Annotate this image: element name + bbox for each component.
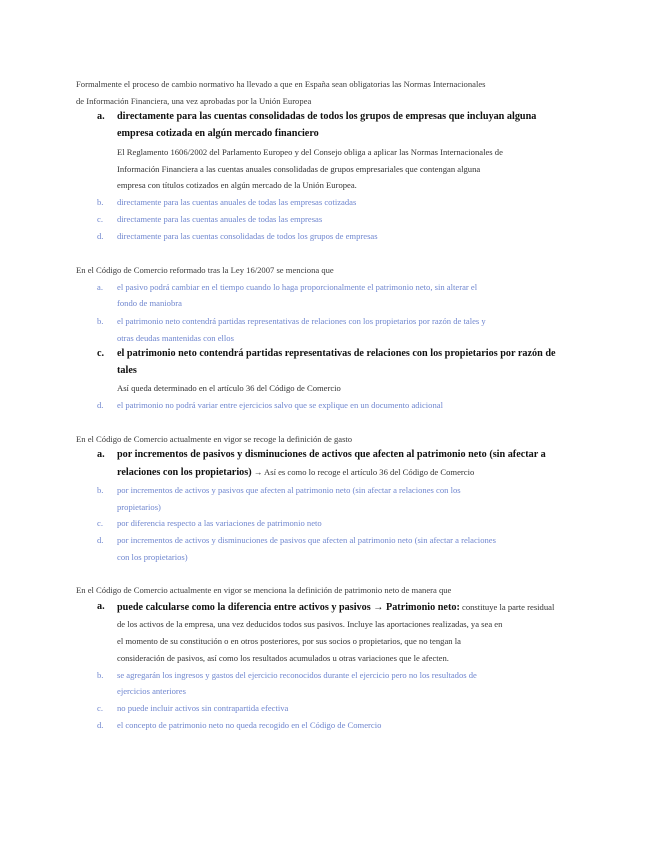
question-4-explanation-line-1: constituye la parte residual	[462, 602, 555, 612]
question-3-option-d-line-1: por incrementos de activos y disminuciones de pasivos que afecten al patrimonio neto (sin afectar a relaciones	[117, 535, 496, 545]
question-3-option-a-line-2-row	[117, 466, 474, 479]
question-2-prompt: En el Código de Comercio reformado tras la Ley 16/2007 se menciona que	[76, 265, 334, 275]
question-2-option-b-line-1: el patrimonio neto contendrá partidas representativas de relaciones con los propietarios por razón de tales y	[117, 316, 486, 326]
question-2-option-a-letter: a.	[97, 282, 103, 292]
question-1-option-a-letter: a.	[97, 111, 105, 122]
question-1-option-b-letter: b.	[97, 197, 104, 207]
question-2-option-c-line-2: tales	[117, 365, 137, 376]
question-4-option-d: el concepto de patrimonio neto no queda recogido en el Código de Comercio	[117, 720, 382, 730]
question-1-option-d: directamente para las cuentas consolidadas de todos los grupos de empresas	[117, 231, 378, 241]
question-2-option-d-letter: d.	[97, 400, 104, 410]
question-3-option-d-line-2: con los propietarios)	[117, 552, 188, 562]
question-1-prompt-line-1: Formalmente el proceso de cambio normativo ha llevado a que en España sean obligatorias las Normas Internacionales	[76, 79, 486, 89]
question-3-option-b-line-2: propietarios)	[117, 502, 161, 512]
question-3-option-b-letter: b.	[97, 485, 104, 495]
question-4-option-a-letter: a.	[97, 601, 105, 612]
question-2-option-c-line-1: el patrimonio neto contendrá partidas representativas de relaciones con los propietarios por razón de	[117, 348, 556, 359]
question-4-explanation-line-4: consideración de pasivos, así como los resultados acumulados u otras variaciones que le afecten.	[117, 653, 449, 663]
question-3-prompt: En el Código de Comercio actualmente en vigor se recoge la definición de gasto	[76, 434, 353, 444]
question-2-option-c-letter: c.	[97, 348, 105, 359]
question-1-option-b: directamente para las cuentas anuales de todas las empresas cotizadas	[117, 197, 357, 207]
question-1-option-d-letter: d.	[97, 231, 104, 241]
question-4-option-d-letter: d.	[97, 720, 104, 730]
question-2-option-a-line-1: el pasivo podrá cambiar en el tiempo cuando lo haga proporcionalmente el patrimonio neto, sin alterar el	[117, 282, 478, 292]
question-3-option-b-line-1: por incrementos de activos y pasivos que afecten al patrimonio neto (sin afectar a relaciones con los	[117, 485, 461, 495]
question-2-option-d: el patrimonio no podrá variar entre ejercicios salvo que se explique en un documento adicional	[117, 400, 443, 410]
question-4-option-c-letter: c.	[97, 703, 103, 713]
question-1-option-a-line-2: empresa cotizada en algún mercado financiero	[117, 128, 319, 139]
question-3-option-c-letter: c.	[97, 518, 103, 528]
question-1-explanation-line-3: empresa con títulos cotizados en algún mercado de la Unión Europea.	[117, 180, 357, 190]
question-1-explanation-line-2: Información Financiera a las cuentas anuales consolidadas de grupos empresariales que contengan alguna	[117, 164, 481, 174]
question-3-option-c: por diferencia respecto a las variaciones de patrimonio neto	[117, 518, 322, 528]
question-1-option-c-letter: c.	[97, 214, 103, 224]
question-3-option-a-line-1: por incrementos de pasivos y disminuciones de activos que afecten al patrimonio neto (sin afectar a	[117, 449, 546, 460]
question-3-option-d-letter: d.	[97, 535, 104, 545]
question-2-option-b-letter: b.	[97, 316, 104, 326]
question-2-option-a-line-2: fondo de maniobra	[117, 298, 182, 308]
question-1-explanation-line-1: El Reglamento 1606/2002 del Parlamento Europeo y del Consejo obliga a aplicar las Normas Internacionales de	[117, 147, 503, 157]
question-2-option-b-line-2: otras deudas mantenidas con ellos	[117, 333, 234, 343]
question-1-option-a-line-1: directamente para las cuentas consolidadas de todos los grupos de empresas que incluyan alguna	[117, 111, 537, 122]
question-3-explanation: → Así es como lo recoge el artículo 36 del Código de Comercio	[253, 467, 475, 477]
question-4-option-a-row	[117, 601, 554, 614]
question-4-option-c: no puede incluir activos sin contrapartida efectiva	[117, 703, 289, 713]
question-4-explanation-line-3: el momento de su constitución o en otros posteriores, por sus socios o propietarios, que no tengan la	[117, 636, 461, 646]
question-1-prompt-line-2: de Información Financiera, una vez aprobadas por la Unión Europea	[76, 96, 312, 106]
question-1-option-c: directamente para las cuentas anuales de todas las empresas	[117, 214, 323, 224]
question-4-option-a: puede calcularse como la diferencia entre activos y pasivos → Patrimonio neto:	[117, 602, 460, 613]
question-3-option-a-letter: a.	[97, 449, 105, 460]
question-4-option-b-line-2: ejercicios anteriores	[117, 686, 186, 696]
question-2-explanation: Así queda determinado en el artículo 36 del Código de Comercio	[117, 383, 341, 393]
question-4-option-b-line-1: se agregarán los ingresos y gastos del ejercicio reconocidos durante el ejercicio pero no los resultados de	[117, 670, 477, 680]
question-4-prompt: En el Código de Comercio actualmente en vigor se menciona la definición de patrimonio neto de manera que	[76, 585, 452, 595]
question-3-option-a-line-2: relaciones con los propietarios)	[117, 467, 252, 478]
question-4-explanation-line-2: de los activos de la empresa, una vez deducidos todos sus pasivos. Incluye las aportaciones realizadas, ya sea en	[117, 619, 503, 629]
question-4-option-b-letter: b.	[97, 670, 104, 680]
